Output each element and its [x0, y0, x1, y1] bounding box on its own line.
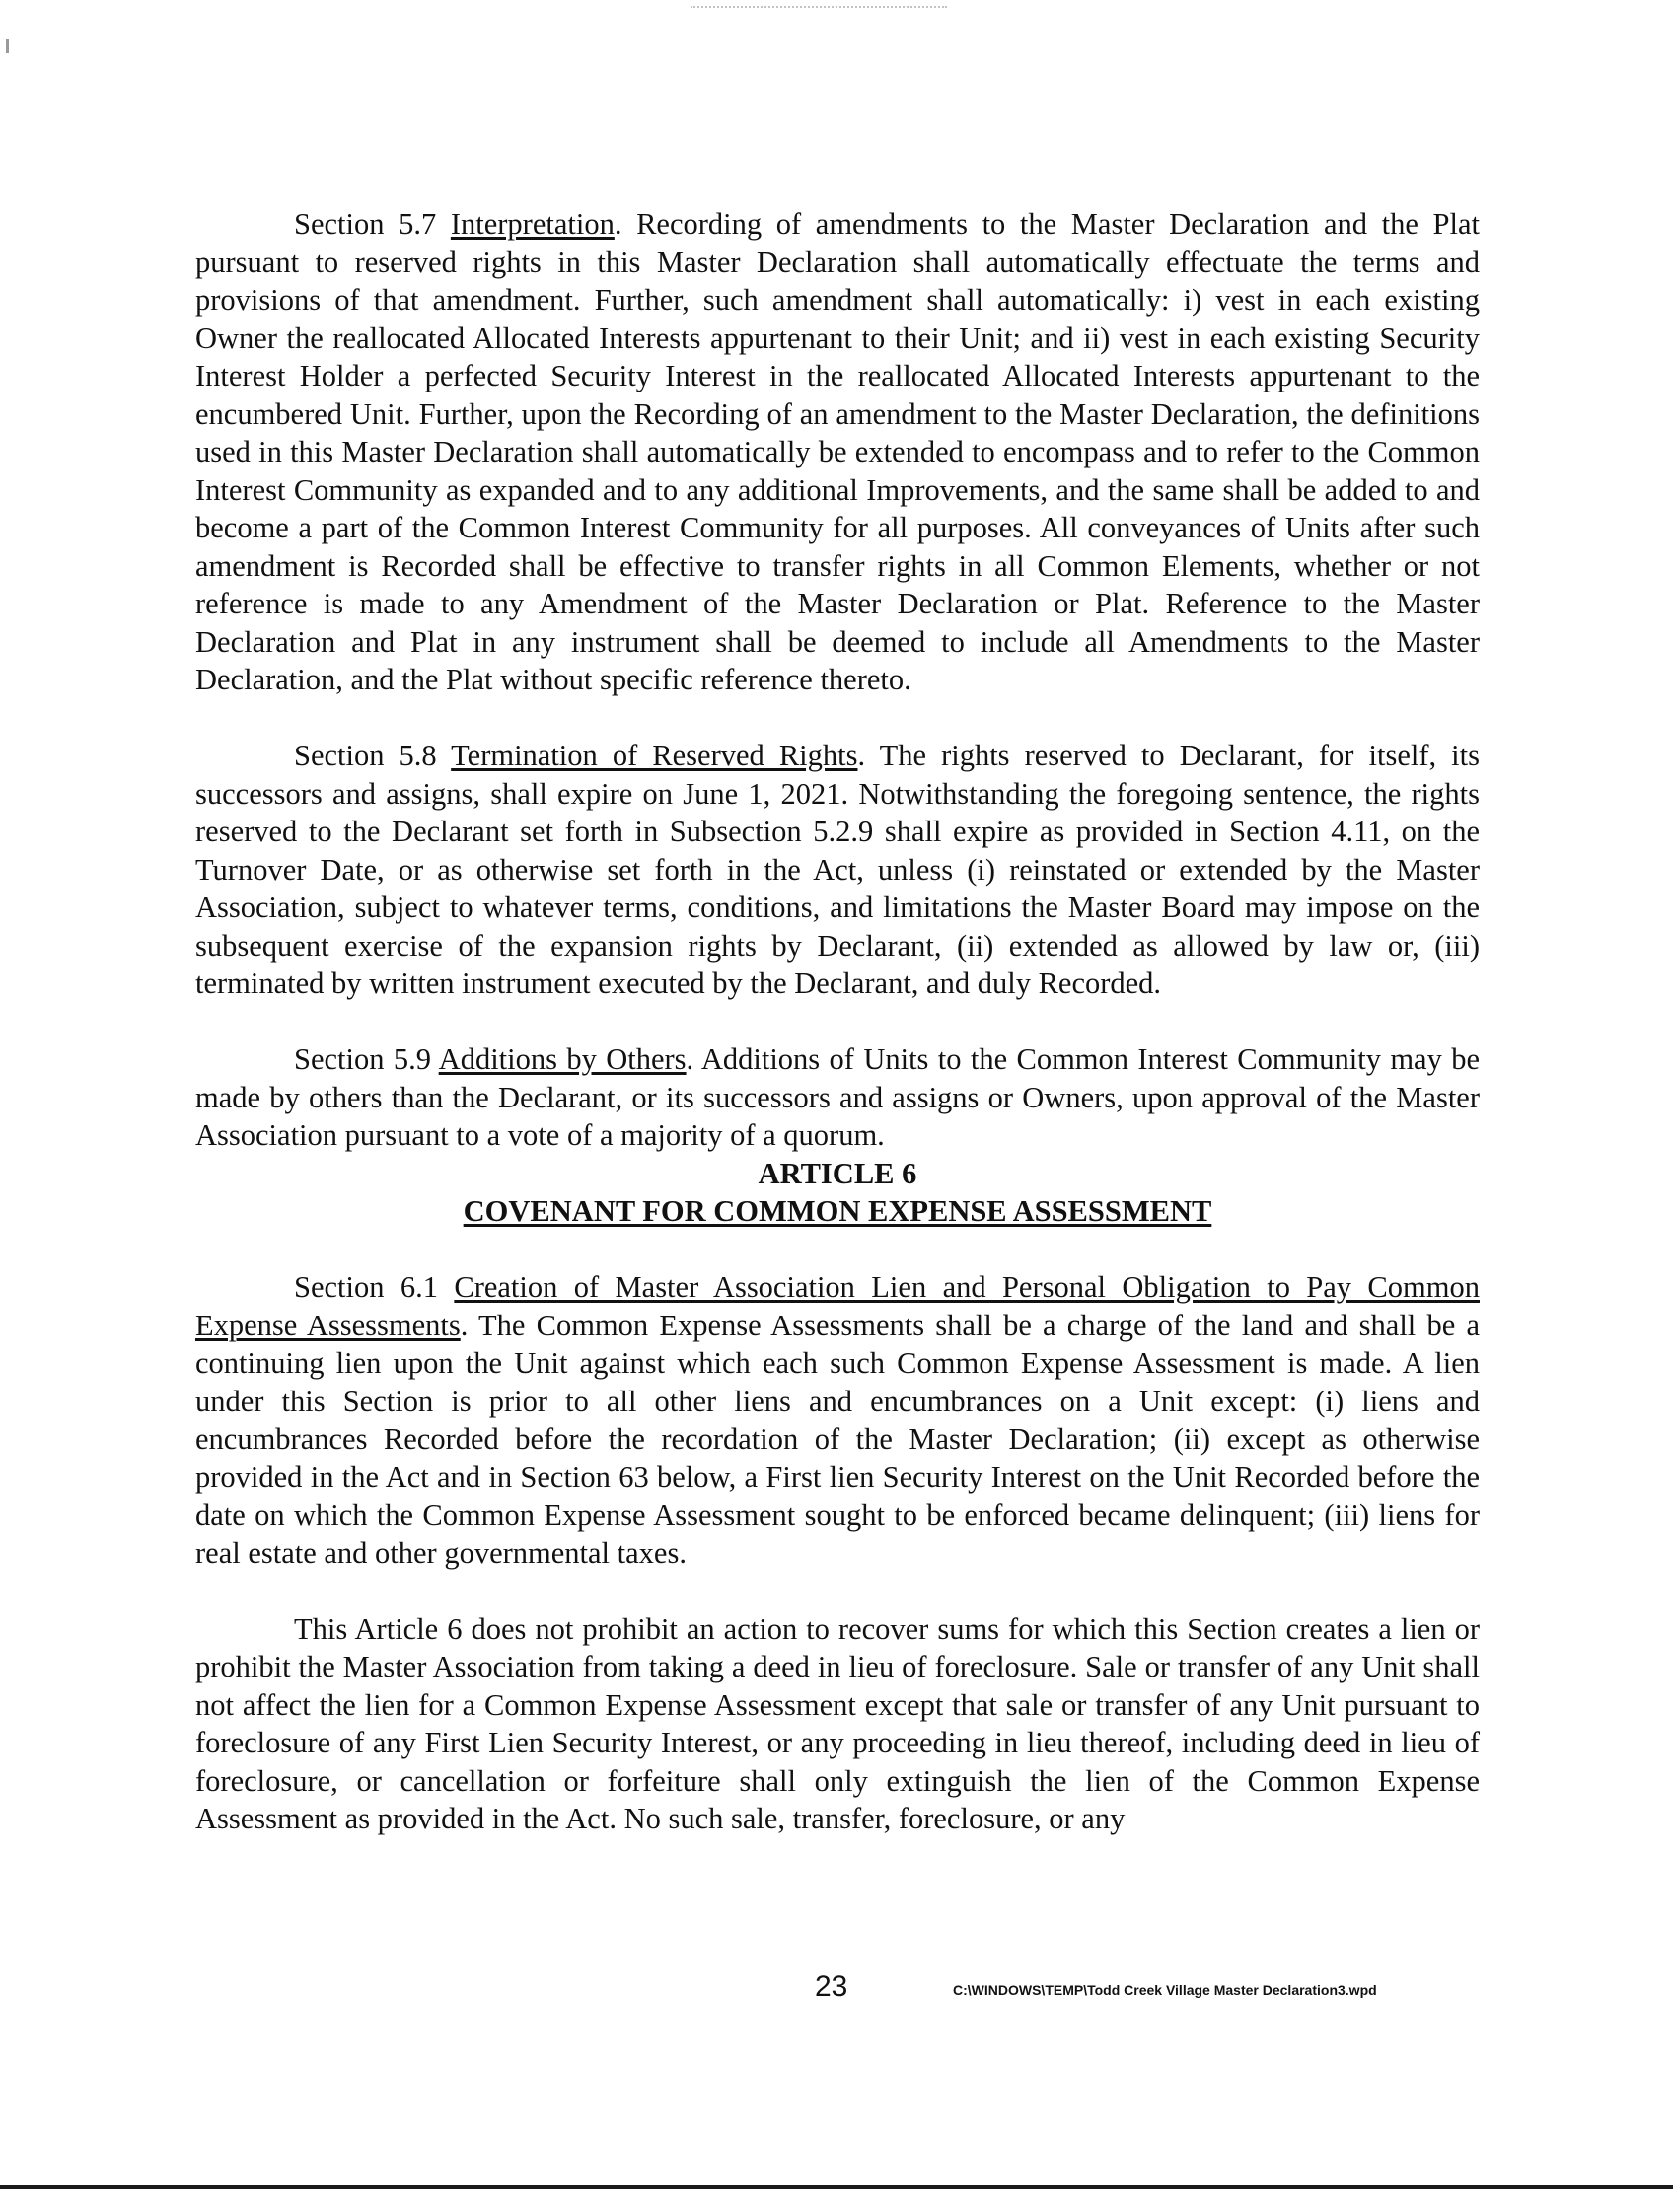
section-6-1	[195, 1268, 1480, 1572]
scan-artifact	[691, 6, 947, 12]
scan-mark	[6, 39, 9, 53]
section-5-8	[195, 737, 1480, 1003]
section-5-8-number: Section 5.8	[294, 739, 452, 772]
section-5-7-number: Section 5.7	[294, 207, 451, 241]
section-5-9-number: Section 5.9	[294, 1042, 439, 1076]
page-number: 23	[815, 1970, 848, 2003]
section-5-7	[195, 205, 1480, 699]
section-5-9-title: Additions by Others	[438, 1042, 687, 1076]
article-title: COVENANT FOR COMMON EXPENSE ASSESSMENT	[463, 1194, 1212, 1228]
section-6-1-title: Creation of Master Association Lien and Personal Obligation to Pay Common Expense Assessments	[195, 1270, 1480, 1342]
section-5-7-title: Interpretation	[450, 207, 615, 241]
section-6-1-text: . The Common Expense Assessments shall be a charge of the land and shall be a continuing lien upon the Unit against which each such Common Expense Assessment is made. A lien under this Section is prior to all other liens and encumbrances on a Unit except: (i) liens and encumbrances Recorded before the recordation of the Master Declaration; (ii) except as otherwise provided in the Act and in Section 63 below, a First lien Security Interest on the Unit Recorded before the date on which the Common Expense Assessment sought to be enforced became delinquent; (iii) liens for real estate and other governmental taxes.	[195, 1308, 1480, 1570]
article-6-paragraph: This Article 6 does not prohibit an action to recover sums for which this Section creates a lien or prohibit the Master Association from taking a deed in lieu of foreclosure. Sale or transfer of any Unit shall not affect the lien for a Common Expense Assessment except that sale or transfer of any Unit pursuant to foreclosure of any First Lien Security Interest, or any proceeding in lieu thereof, including deed in lieu of foreclosure, or cancellation or forfeiture shall only extinguish the lien of the Common Expense Assessment as provided in the Act. No such sale, transfer, foreclosure, or any	[195, 1611, 1480, 1835]
section-6-1-number: Section 6.1	[294, 1270, 455, 1304]
section-5-9	[195, 1040, 1480, 1155]
file-path: C:\WINDOWS\TEMP\Todd Creek Village Master Declaration3.wpd	[953, 1982, 1377, 1998]
bottom-rule	[0, 2185, 1673, 2189]
section-5-8-text: . The rights reserved to Declarant, for itself, its successors and assigns, shall expire on June 1, 2021. Notwithstanding the foregoing sentence, the rights reserved to the Declarant set forth in Subsection 5.2.9 shall expire as provided in Section 4.11, on the Turnover Date, or as otherwise set forth in the Act, unless (i) reinstated or extended by the Master Association, subject to whatever terms, conditions, and limitations the Master Board may impose on the subsequent exercise of the expansion rights by Declarant, (ii) extended as allowed by law or, (iii) terminated by written instrument executed by the Declarant, and duly Recorded.	[195, 739, 1480, 1000]
section-5-9-text: . Additions of Units to the Common Interest Community may be made by others than the Declarant, or its successors and assigns or Owners, upon approval of the Master Association pursuant to a vote of a majority of a quorum.	[195, 1042, 1480, 1152]
section-5-7-text: . Recording of amendments to the Master Declaration and the Plat pursuant to reserved rights in this Master Declaration shall automatically effectuate the terms and provisions of that amendment. Further, such amendment shall automatically: i) vest in each existing Owner the reallocated Allocated Interests appurtenant to their Unit; and ii) vest in each existing Security Interest Holder a perfected Security Interest in the reallocated Allocated Interests appurtenant to the encumbered Unit. Further, upon the Recording of an amendment to the Master Declaration, the definitions used in this Master Declaration shall automatically be extended to encompass and to refer to the Common Interest Community as expanded and to any additional Improvements, and the same shall be added to and become a part of the Common Interest Community for all purposes. All conveyances of Units after such amendment is Recorded shall be effective to transfer rights in all Common Elements, whether or not reference is made to any Amendment of the Master Declaration or Plat. Reference to the Master Declaration and Plat in any instrument shall be deemed to include all Amendments to the Master Declaration, and the Plat without specific reference thereto.	[195, 207, 1480, 696]
article-heading	[195, 1155, 1480, 1231]
section-5-8-title: Termination of Reserved Rights	[451, 739, 858, 772]
article-number: ARTICLE 6	[758, 1156, 917, 1190]
document-body	[195, 205, 1480, 1838]
page-footer	[0, 1970, 1673, 2010]
